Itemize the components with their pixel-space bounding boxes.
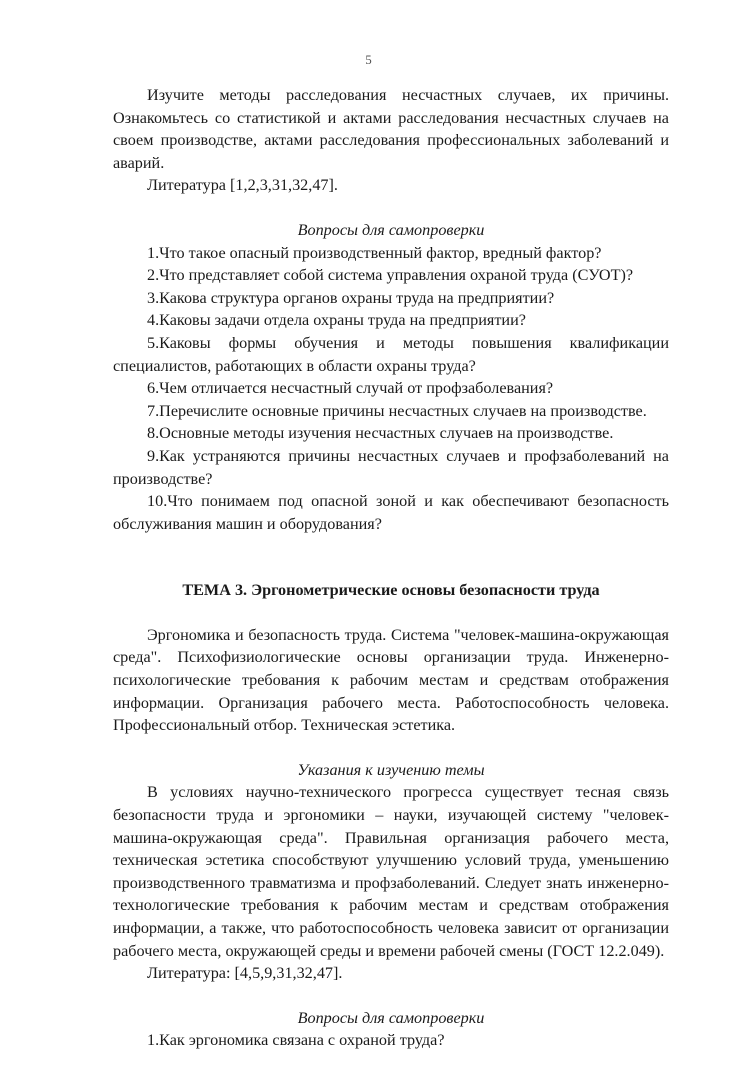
intro-literature: Литература [1,2,3,31,32,47]. <box>147 176 338 195</box>
question-item: 5.Каковы формы обучения и методы повышения квалификации специалистов, работающих в области охраны труда? <box>113 333 669 375</box>
topic3-literature: Литература: [4,5,9,31,32,47]. <box>147 964 343 983</box>
topic3-heading: ТЕМА 3. Эргонометрические основы безопасности труда <box>182 581 600 600</box>
question-item: 6.Чем отличается несчастный случай от профзаболевания? <box>147 379 554 398</box>
question-item: 1.Как эргономика связана с охраной труда? <box>147 1031 445 1050</box>
spacer <box>113 197 669 219</box>
intro-paragraph: Изучите методы расследования несчастных случаев, их причины. Ознакомьтесь со статистикой и актами расследования несчастных случаев на своем производстве, актами расследования профессиональных заболеваний и аварий. <box>113 86 669 172</box>
question-item: 7.Перечислите основные причины несчастных случаев на производстве. <box>147 401 647 420</box>
guidance-paragraph: В условиях научно-технического прогресса существует тесная связь безопасности труда и эргономики – науки, изучающей систему "человек-машина-окружающая среда". Правильная организация рабочего места, техническая эстетика способствуют улучшению условий труда, уменьшению производственного травматизма и профзаболеваний. Следует знать инженерно-технологические требования к рабочим местам и средствам отображения информации, а также, что работоспособность человека зависит от организации рабочего места, окружающей среды и времени рабочей смены (ГОСТ 12.2.049). <box>113 783 669 960</box>
question-item: 4.Каковы задачи отдела охраны труда на предприятии? <box>147 311 526 330</box>
spacer <box>113 535 669 579</box>
question-item: 8.Основные методы изучения несчастных случаев на производстве. <box>147 424 614 443</box>
question-item: 10.Что понимаем под опасной зоной и как обеспечивают безопасность обслуживания машин и оборудования? <box>113 492 669 533</box>
page-number: 5 <box>365 52 372 67</box>
question-item: 2.Что представляет собой система управления охраной труда (СУОТ)? <box>147 266 634 285</box>
page-content <box>113 84 669 1052</box>
questions2-title: Вопросы для самопроверки <box>297 1008 485 1027</box>
question-item: 1.Что такое опасный производственный фактор, вредный фактор? <box>147 243 602 262</box>
spacer <box>113 737 669 759</box>
spacer <box>113 602 669 624</box>
questions1-list <box>113 242 669 536</box>
question-item: 9.Как устраняются причины несчастных случаев и профзаболеваний на производстве? <box>113 446 669 488</box>
question-item: 3.Какова структура органов охраны труда на предприятии? <box>147 288 555 307</box>
questions1-title: Вопросы для самопроверки <box>297 220 485 239</box>
topic3-summary: Эргономика и безопасность труда. Система "человек-машина-окружающая среда". Психофизиологические основы организации труда. Инженерно-психологические требования к рабочим местам и средствам отображения информации. Организация рабочего места. Работоспособность человека. Профессиональный отбор. Техническая эстетика. <box>113 625 669 735</box>
spacer <box>113 985 669 1007</box>
questions2-list <box>113 1029 669 1052</box>
guidance-title: Указания к изучению темы <box>297 760 485 779</box>
